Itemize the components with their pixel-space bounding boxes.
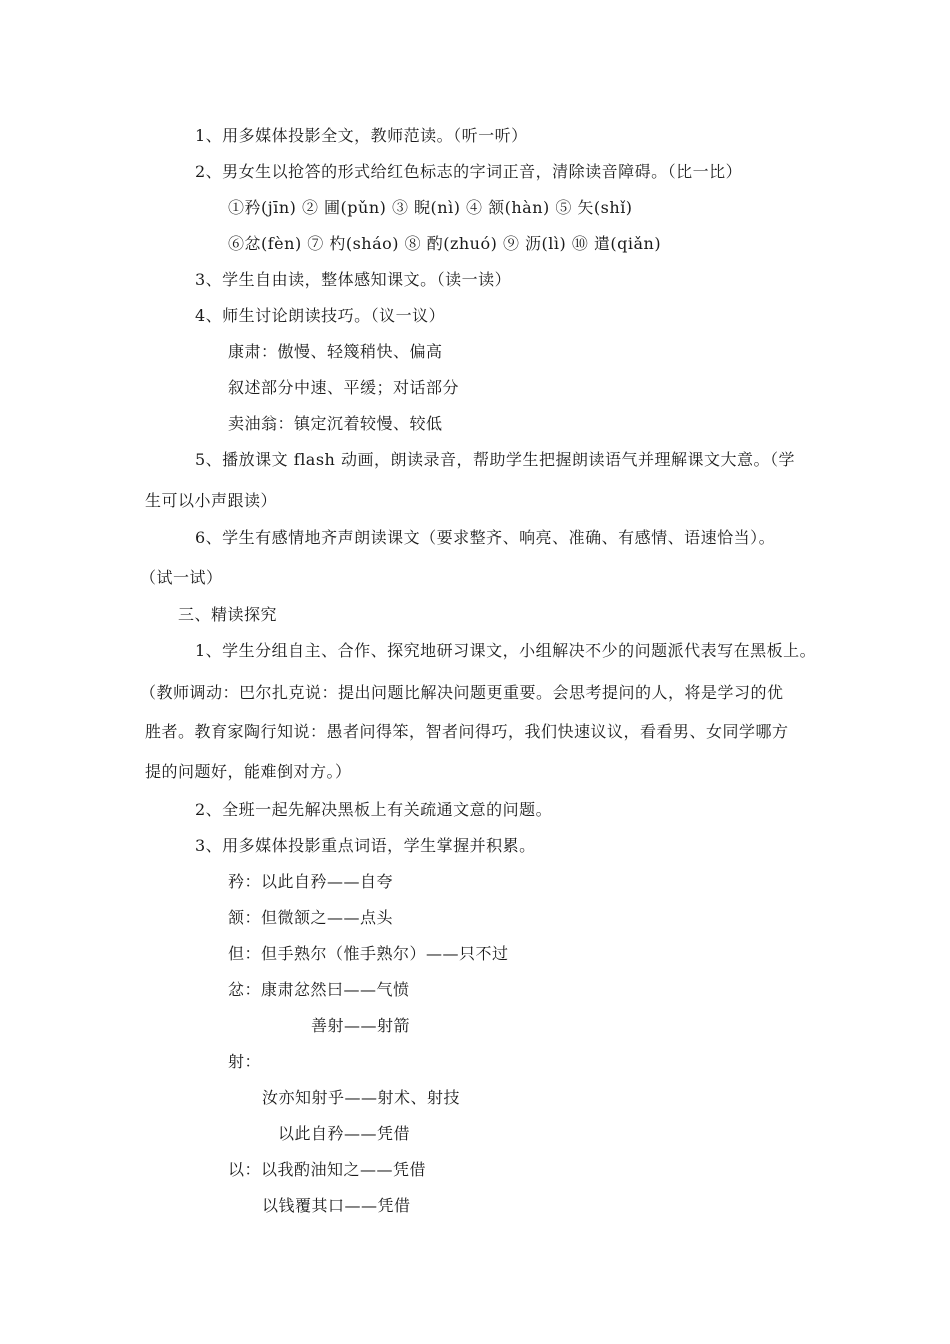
vocab-yi-meaning-3: 以钱覆其口——凭借 [262,1196,411,1215]
reading-tip-kangsu: 康肃：傲慢、轻篾稍快、偏高 [228,342,443,361]
step-5-continuation: 生可以小声跟读） [145,491,278,510]
explore-step-3-line: 3、用多媒体投影重点词语，学生掌握并积累。 [195,836,536,855]
explore-step-1-note-1: （教师调动：巴尔扎克说：提出问题比解决问题更重要。会思考提问的人，将是学习的优 [140,683,784,702]
step-3-line: 3、学生自由读，整体感知课文。（读一读） [195,270,512,289]
vocab-she-meaning-2: 汝亦知射乎——射术、射技 [262,1088,461,1107]
step-4-line: 4、师生讨论朗读技巧。（议一议） [195,306,446,325]
reading-tip-narration: 叙述部分中速、平缓；对话部分 [228,378,460,397]
vocab-fen: 忿：康肃忿然曰——气愤 [228,980,410,999]
vocab-dan: 但：但手熟尔（惟手熟尔）——只不过 [228,944,509,963]
explore-step-1-note-2: 胜者。教育家陶行知说：愚者问得笨，智者问得巧，我们快速议议，看看男、女同学哪方 [145,722,789,741]
step-2-line: 2、男女生以抢答的形式给红色标志的字词正音，清除读音障碍。（比一比） [195,162,743,181]
pinyin-line-2: ⑥忿(fèn) ⑦ 杓(sháo) ⑧ 酌(zhuó) ⑨ 沥(lì) ⑩ 遣(qiǎn) [228,234,662,253]
vocab-yi-meaning-2: 以：以我酌油知之——凭借 [228,1160,427,1179]
step-1-line: 1、用多媒体投影全文，教师范读。（听一听） [195,126,528,145]
pinyin-line-1: ①矜(jīn) ② 圃(pǔn) ③ 睨(nì) ④ 颔(hàn) ⑤ 矢(shǐ) [228,198,633,217]
vocab-she-meaning-1: 善射——射箭 [311,1016,411,1035]
explore-step-2-line: 2、全班一起先解决黑板上有关疏通文意的问题。 [195,800,553,819]
vocab-jin: 矜：以此自矜——自夸 [228,872,394,891]
reading-tip-oil-seller: 卖油翁：镇定沉着较慢、较低 [228,414,443,433]
section-heading: 三、精读探究 [178,605,278,624]
vocab-yi-meaning-1: 以此自矜——凭借 [278,1124,411,1143]
step-5-line: 5、播放课文 flash 动画，朗读录音，帮助学生把握朗读语气并理解课文大意。（学 [195,450,795,469]
explore-step-1-line: 1、学生分组自主、合作、探究地研习课文，小组解决不少的问题派代表写在黑板上。 [195,641,817,660]
vocab-she-label: 射： [228,1052,262,1071]
step-6-continuation: （试一试） [140,568,223,587]
vocab-han: 颔：但微颔之——点头 [228,908,394,927]
explore-step-1-note-3: 提的问题好，能难倒对方。） [145,762,352,781]
step-6-line: 6、学生有感情地齐声朗读课文（要求整齐、响亮、准确、有感情、语速恰当）。 [195,528,776,547]
